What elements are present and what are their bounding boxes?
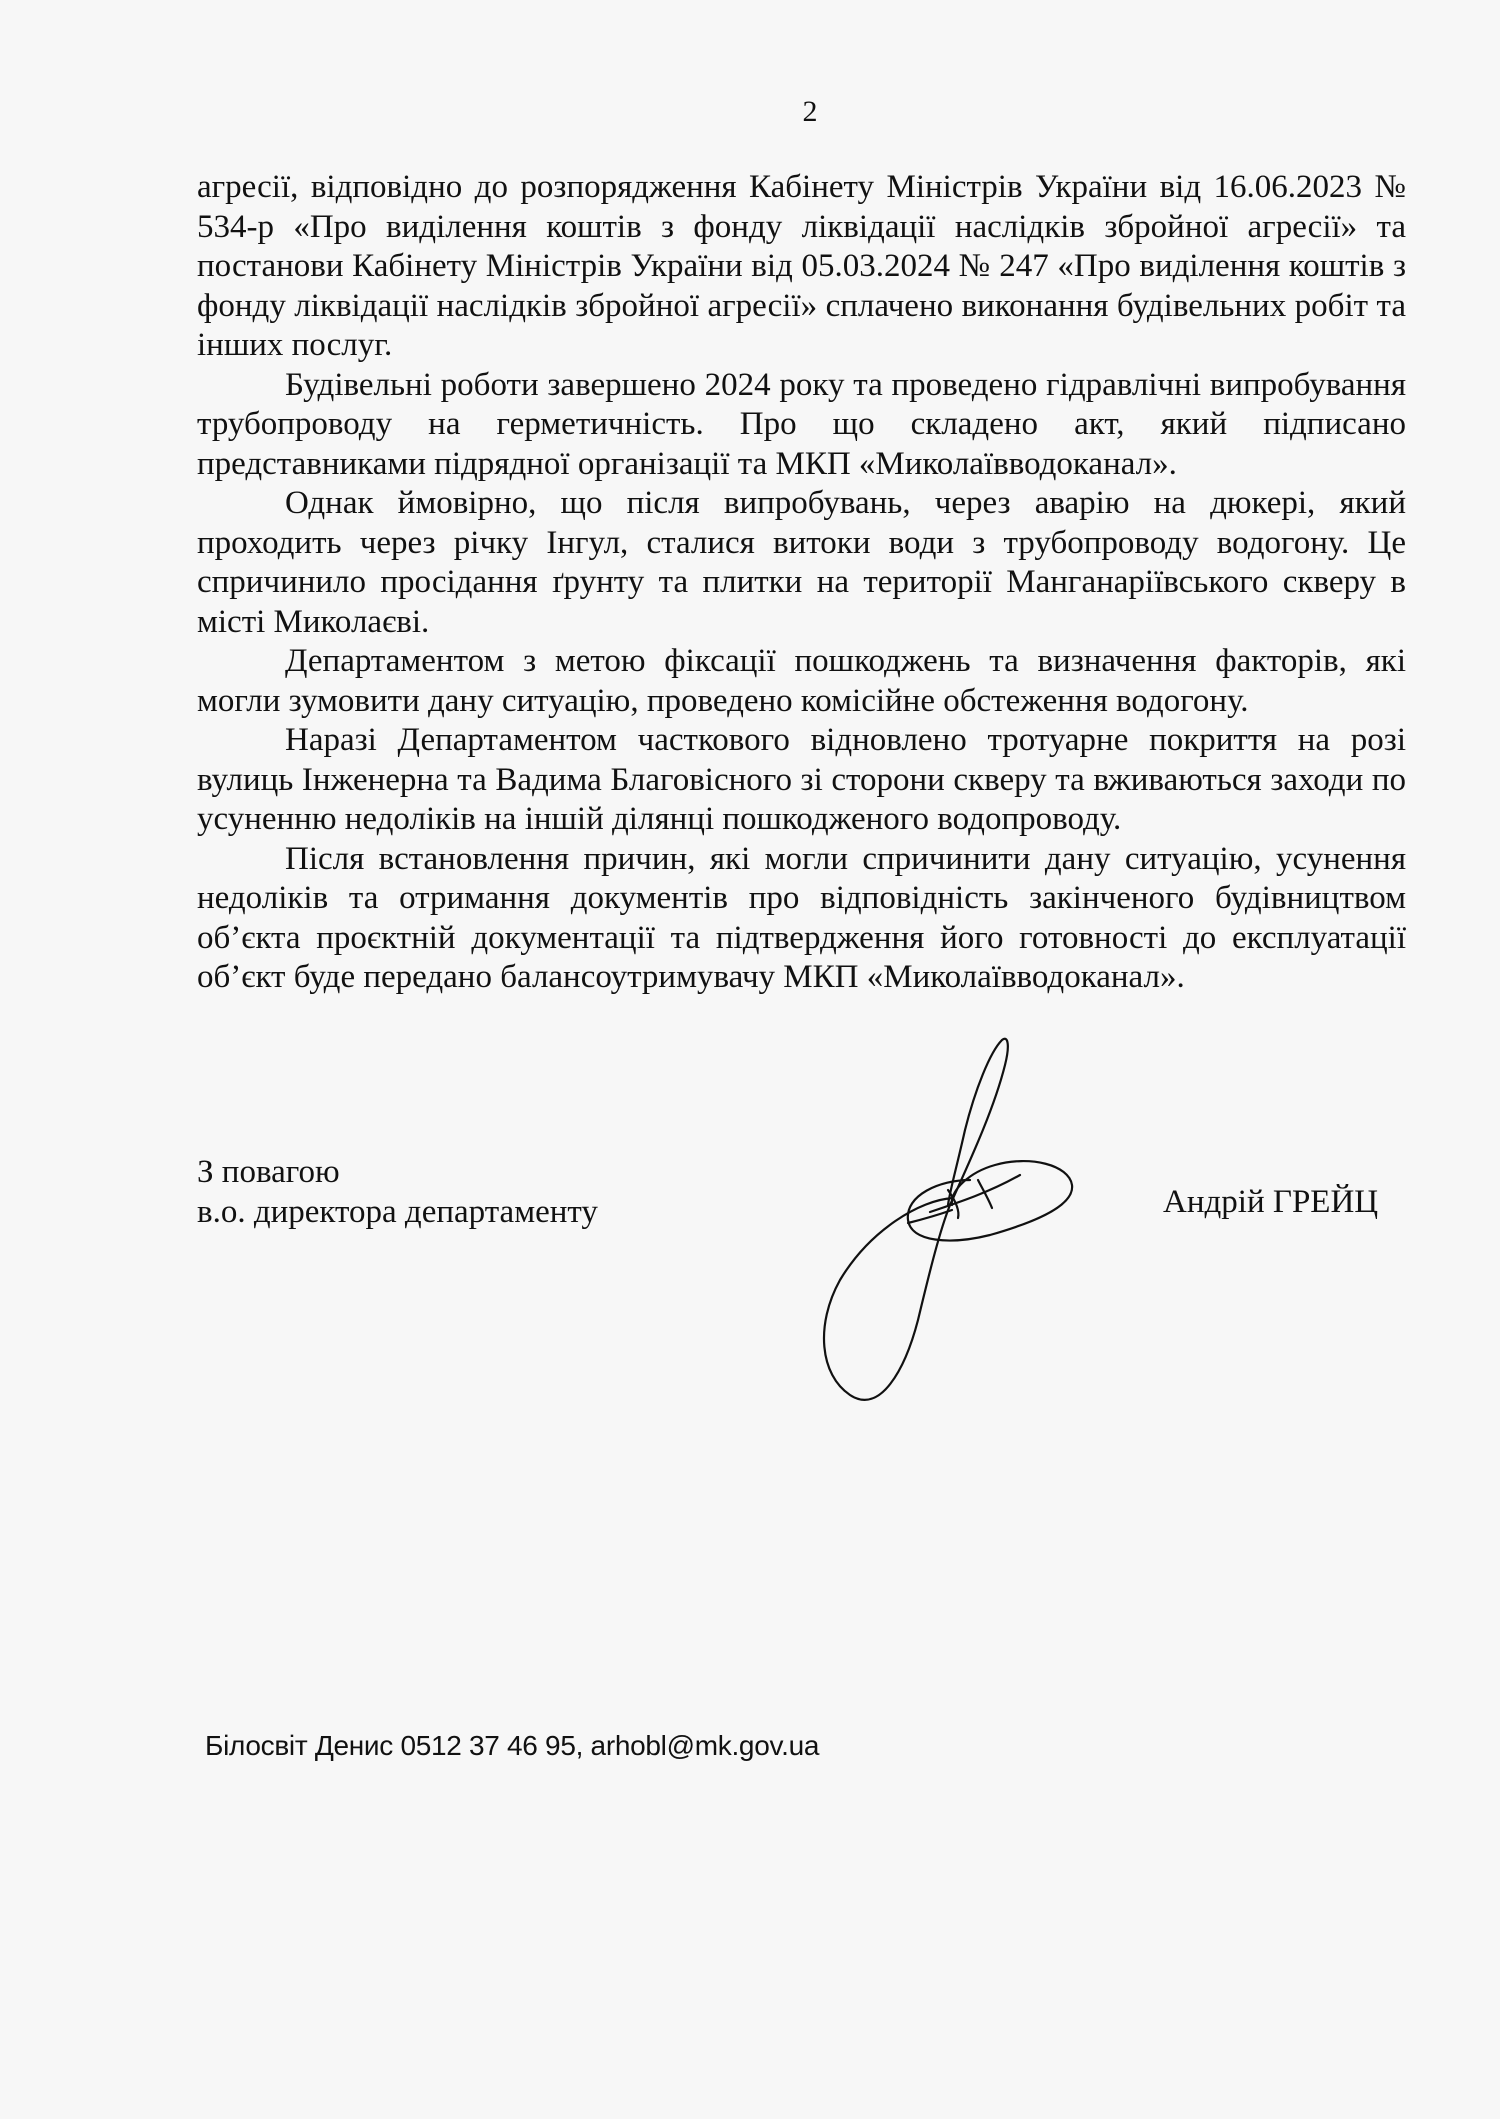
signer-name: Андрій ГРЕЙЦ	[1163, 1184, 1379, 1220]
paragraph-3: Однак ймовірно, що після випробувань, через аварію на дюкері, який проходить через річку Інгул, сталися витоки води з трубопроводу водогону. Це спричинило просідання ґрунту та плитки на території Манганаріївського скверу в місті Миколаєві.	[197, 485, 1406, 640]
page-number: 2	[802, 95, 818, 128]
letter-body	[197, 168, 1406, 998]
paragraph-1: агресії, відповідно до розпорядження Кабінету Міністрів України від 16.06.2023 № 534-р «Про виділення коштів з фонду ліквідації наслідків збройної агресії» та постанови Кабінету Міністрів України від 05.03.2024 № 247 «Про виділення коштів з фонду ліквідації наслідків збройної агресії» сплачено виконання будівельних робіт та інших послуг.	[197, 169, 1406, 363]
contact-line: Білосвіт Денис 0512 37 46 95, arhobl@mk.gov.ua	[205, 1730, 820, 1761]
signer-title: в.о. директора департаменту	[197, 1193, 598, 1230]
closing-block	[197, 1153, 598, 1232]
paragraph-4: Департаментом з метою фіксації пошкоджень та визначення факторів, які могли зумовити дану ситуацію, проведено комісійне обстеження водогону.	[197, 643, 1406, 719]
closing-salutation: З повагою	[197, 1154, 340, 1190]
paragraph-5: Наразі Департаментом часткового відновлено тротуарне покриття на розі вулиць Інженерна та Вадима Благовісного зі сторони скверу та вживаються заходи по усуненню недоліків на іншій ділянці пошкодженого водопроводу.	[197, 722, 1406, 837]
paragraph-2: Будівельні роботи завершено 2024 року та проведено гідравлічні випробування трубопроводу на герметичність. Про що складено акт, який підписано представниками підрядної організації та МКП «Миколаївводоканал».	[197, 366, 1406, 482]
handwritten-signature	[810, 1030, 1110, 1410]
paragraph-6: Після встановлення причин, які могли спричинити дану ситуацію, усунення недоліків та отримання документів про відповідність закінченого будівництвом об’єкта проєктній документації та підтвердження його готовності до експлуатації об’єкт буде передано балансоутримувачу МКП «Миколаївводоканал».	[197, 840, 1406, 995]
